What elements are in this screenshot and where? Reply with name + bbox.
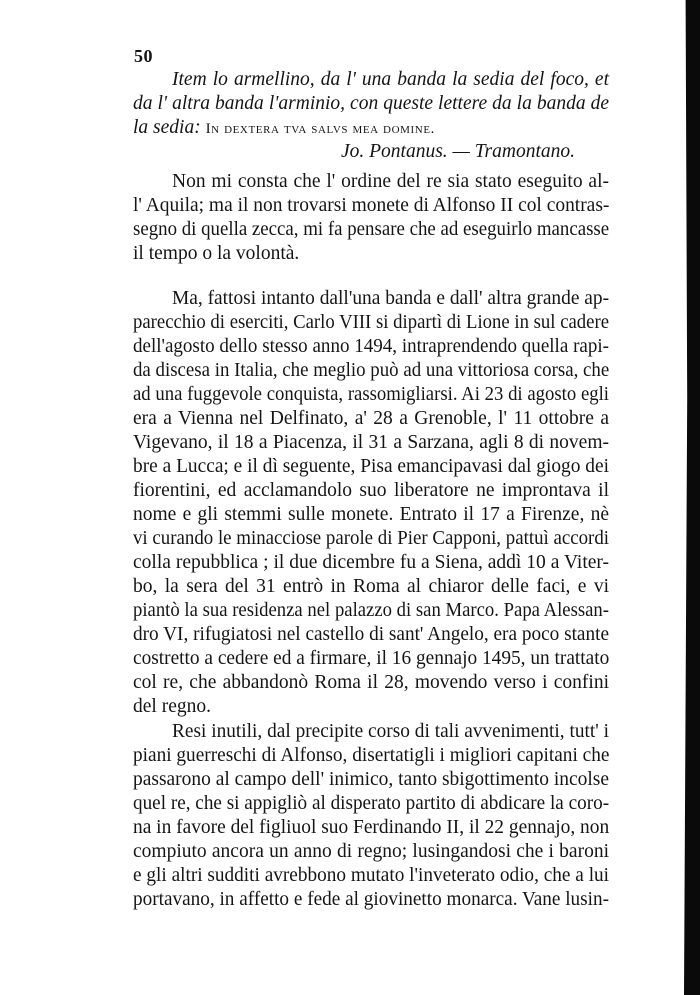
text-line: dell'agosto dello stesso anno 1494, intraprendendo quella rapi- <box>133 336 609 357</box>
text-line: Ma, fattosi intanto dall'una banda e dall' altra grande ap- <box>172 288 610 309</box>
text-line: e gli altri sudditi avrebbono mutato l'inveterato odio, che a lui <box>133 865 610 886</box>
text-line: dro VI, rifugiatosi nel castello di sant' Angelo, era poco stante <box>133 624 610 645</box>
text-line: segno di quella zecca, mi fa pensare che ad eseguirlo mancasse <box>133 219 610 240</box>
text-line: quel re, che si appigliò al disperato partito di abdicare la coro- <box>133 793 610 814</box>
quote-line: Item lo armellino, da l' una banda la sedia del foco, et <box>172 69 609 90</box>
text-line: da discesa in Italia, che meglio può ad una vittoriosa corsa, che <box>133 360 610 381</box>
text-line: bre a Lucca; e il dì seguente, Pisa emancipavasi dal giogo dei <box>133 456 609 477</box>
text-line: nome e gli stemmi sulle monete. Entrato il 17 a Firenze, nè <box>133 504 609 525</box>
page-number: 50 <box>134 46 153 66</box>
text-line: Non mi consta che l' ordine del re sia stato eseguito al- <box>172 171 609 192</box>
latin-inscription: In dextera tva salvs mea domine. <box>205 121 436 137</box>
page-edge-shadow <box>684 0 700 995</box>
text-line: portavano, in affetto e fede al giovinetto monarca. Vane lusin- <box>133 889 609 910</box>
text-line: piantò la sua residenza nel palazzo di san Marco. Papa Alessan- <box>133 600 609 621</box>
text-line: il tempo o la volontà. <box>133 243 300 264</box>
quote-line-text: la sedia: <box>133 117 201 138</box>
text-line: l' Aquila; ma il non trovarsi monete di Alfonso II col contras- <box>133 195 610 216</box>
text-line: Resi inutili, dal precipite corso di tali avvenimenti, tutt' i <box>172 721 609 742</box>
text-line: bo, la sera del 31 entrò in Roma al chiaror delle faci, e vi <box>133 576 609 597</box>
text-line: era a Vienna nel Delfinato, a' 28 a Grenoble, l' 11 ottobre a <box>133 408 609 429</box>
text-line: ad una fuggevole conquista, rassomigliarsi. Ai 23 di agosto egli <box>133 384 610 405</box>
text-line: na in favore del figliuol suo Ferdinando II, il 22 gennajo, non <box>133 817 610 838</box>
text-line: del regno. <box>133 696 211 717</box>
text-line: compiuto ancora un anno di regno; lusingandosi che i baroni <box>133 841 609 862</box>
text-line: col re, che abbandonò Roma il 28, movendo verso i confini <box>133 672 609 693</box>
text-line: costretto a cedere ed a firmare, il 16 gennajo 1495, un trattato <box>133 648 610 669</box>
text-line: piani guerreschi di Alfonso, disertatigli i migliori capitani che <box>133 745 610 766</box>
text-line: vi curando le minacciose parole di Pier Capponi, pattuì accordi <box>133 528 610 549</box>
quote-attribution: Jo. Pontanus. — Tramontano. <box>340 141 575 162</box>
text-line: parecchio di eserciti, Carlo VIII si dipartì di Lione in sul cadere <box>133 312 610 333</box>
text-line: colla repubblica ; il due dicembre fu a Siena, addì 10 a Viter- <box>133 552 609 573</box>
quote-line <box>133 116 609 141</box>
text-line: Vigevano, il 18 a Piacenza, il 31 a Sarzana, agli 8 di novem- <box>133 432 609 453</box>
quote-line: da l' altra banda l'arminio, con queste lettere da la banda de <box>133 93 609 114</box>
text-line: fiorentini, ed acclamandolo suo liberatore ne improntava il <box>133 480 609 501</box>
text-line: passarono al campo dell' inimico, tanto sbigottimento incolse <box>133 769 609 790</box>
